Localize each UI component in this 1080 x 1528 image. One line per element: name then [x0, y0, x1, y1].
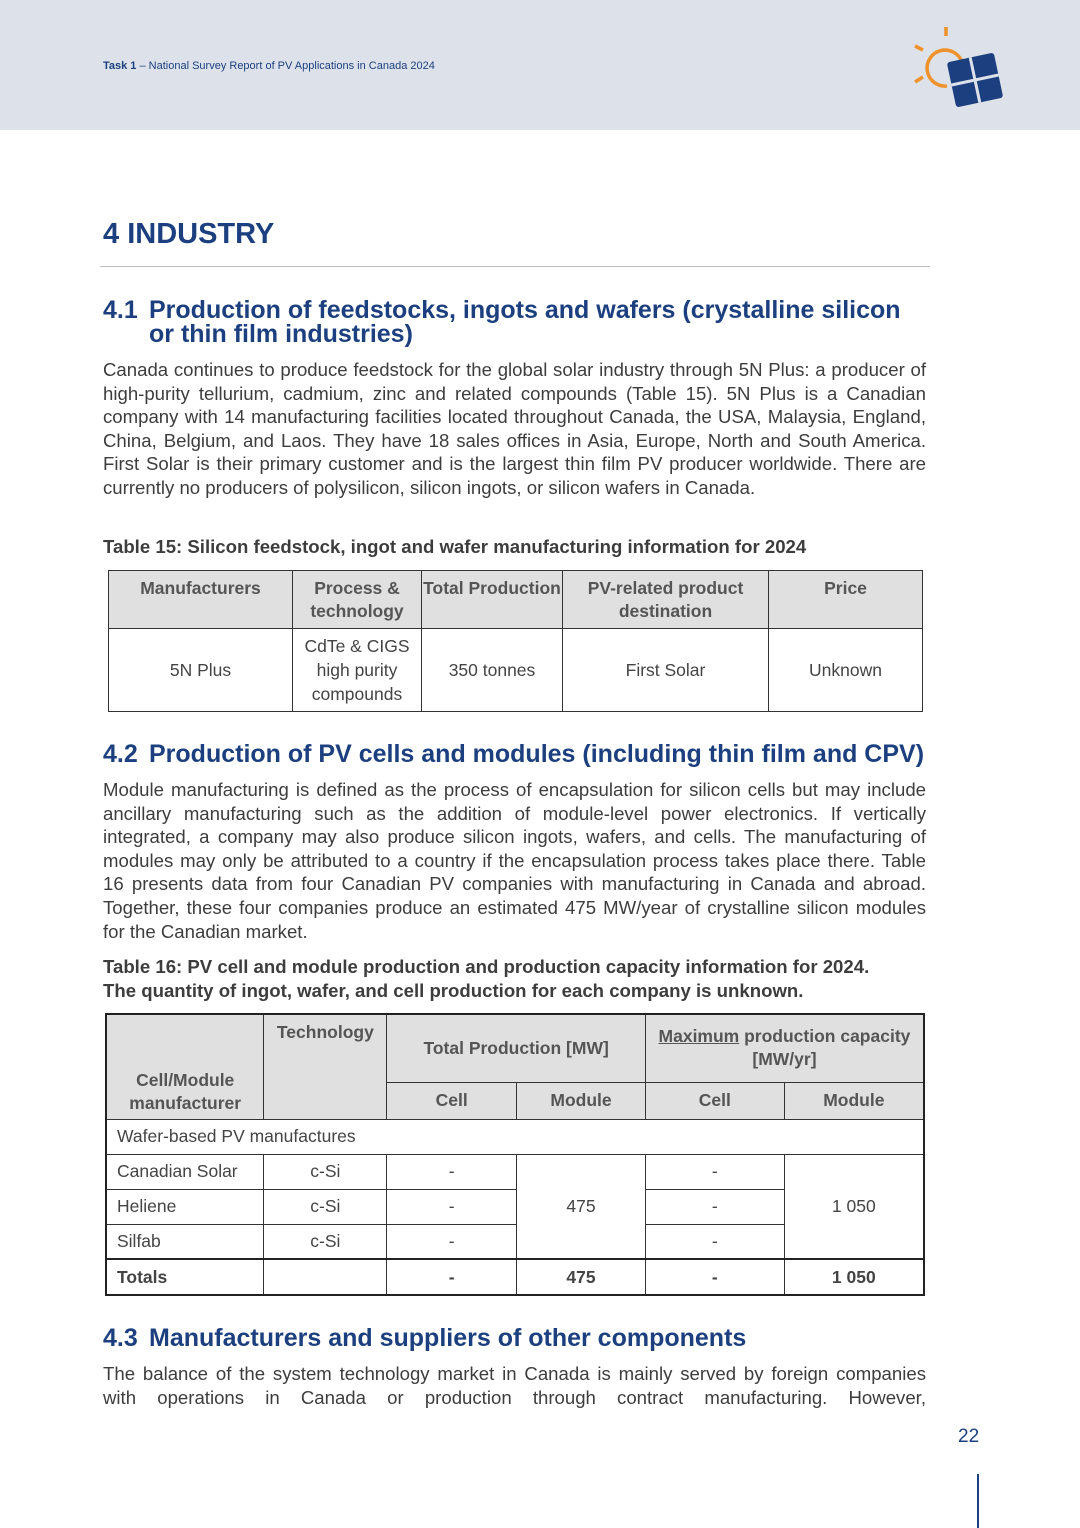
header-max-capacity: Maximum production capacity [MW/yr]	[645, 1014, 924, 1082]
page-header	[0, 0, 1080, 130]
heading-4-3: 4.3 Manufacturers and suppliers of other components	[103, 1324, 747, 1352]
table-16-caption: Table 16: PV cell and module production and production capacity information for 2024. The quantity of ingot, wafer, and cell production for each company is unknown.	[103, 956, 870, 1001]
header-cap-module: Module	[784, 1082, 924, 1119]
header-total-production: Total Production	[422, 571, 563, 629]
table-row: Canadian Solar c-Si - 475 - 1 050	[106, 1154, 924, 1189]
table-15	[108, 570, 923, 712]
header-destination: PV-related product destination	[563, 571, 769, 629]
table-15-caption: Table 15: Silicon feedstock, ingot and wafer manufacturing information for 2024	[103, 536, 807, 557]
heading-4-1: 4.1 Production of feedstocks, ingots and wafers (crystalline silicon or thin film industries)	[103, 296, 901, 348]
group-row: Wafer-based PV manufactures	[106, 1119, 924, 1154]
running-header	[103, 60, 435, 72]
divider	[100, 266, 930, 267]
header-title: – National Survey Report of PV Applications in Canada 2024	[136, 60, 435, 72]
header-technology: Technology	[264, 1014, 387, 1119]
sun-and-solar-panel-logo	[905, 22, 1005, 114]
page-marker-line	[977, 1474, 979, 1528]
paragraph-4-3: The balance of the system technology market in Canada is mainly served by foreign companies with operations in Canada or production through contract manufacturing. However,	[103, 1363, 926, 1408]
header-manufacturers: Manufacturers	[109, 571, 293, 629]
table-row: 5N Plus CdTe & CIGS high purity compounds 350 tonnes First Solar Unknown	[109, 629, 923, 712]
header-cap-cell: Cell	[645, 1082, 784, 1119]
header-manufacturer: Cell/Module manufacturer	[106, 1014, 264, 1119]
paragraph-4-2: Module manufacturing is defined as the process of encapsulation for silicon cells but may include ancillary manufacturing such as the addition of module-level power electronics. If vertically integrated, a company may also produce silicon ingots, wafers, and cells. The manufacturing of modules may only be attributed to a country if the encapsulation process takes place there. Table 16 presents data from four Canadian PV companies with manufacturing in Canada and abroad. Together, these four companies produce an estimated 475 MW/year of crystalline silicon modules for the Canadian market.	[103, 779, 926, 942]
heading-4-2: 4.2 Production of PV cells and modules (including thin film and CPV)	[103, 740, 925, 768]
totals-row: Totals - 475 - 1 050	[106, 1259, 924, 1295]
header-total-production: Total Production [MW]	[387, 1014, 646, 1082]
header-prod-module: Module	[517, 1082, 646, 1119]
paragraph-4-1: Canada continues to produce feedstock for the global solar industry through 5N Plus: a producer of high-purity tellurium, cadmium, zinc and related compounds (Table 15). 5N Plus is a Canadian company with 14 manufacturing facilities located throughout Canada, the USA, Malaysia, England, China, Belgium, and Laos. They have 18 sales offices in Asia, Europe, North and South America. First Solar is their primary customer and is the largest thin film PV producer worldwide. There are currently no producers of polysilicon, silicon ingots, or silicon wafers in Canada.	[103, 359, 926, 498]
table-row: Silfab c-Si - -	[106, 1224, 924, 1259]
section-heading: 4 INDUSTRY	[103, 218, 275, 250]
table-row: Heliene c-Si - -	[106, 1189, 924, 1224]
page-number: 22	[958, 1426, 980, 1447]
header-task: Task 1	[103, 60, 137, 72]
table-16	[105, 1013, 925, 1296]
merged-prod-module: 475	[517, 1154, 646, 1259]
merged-cap-module: 1 050	[784, 1154, 924, 1259]
header-prod-cell: Cell	[387, 1082, 517, 1119]
header-price: Price	[769, 571, 923, 629]
header-process: Process & technology	[293, 571, 422, 629]
